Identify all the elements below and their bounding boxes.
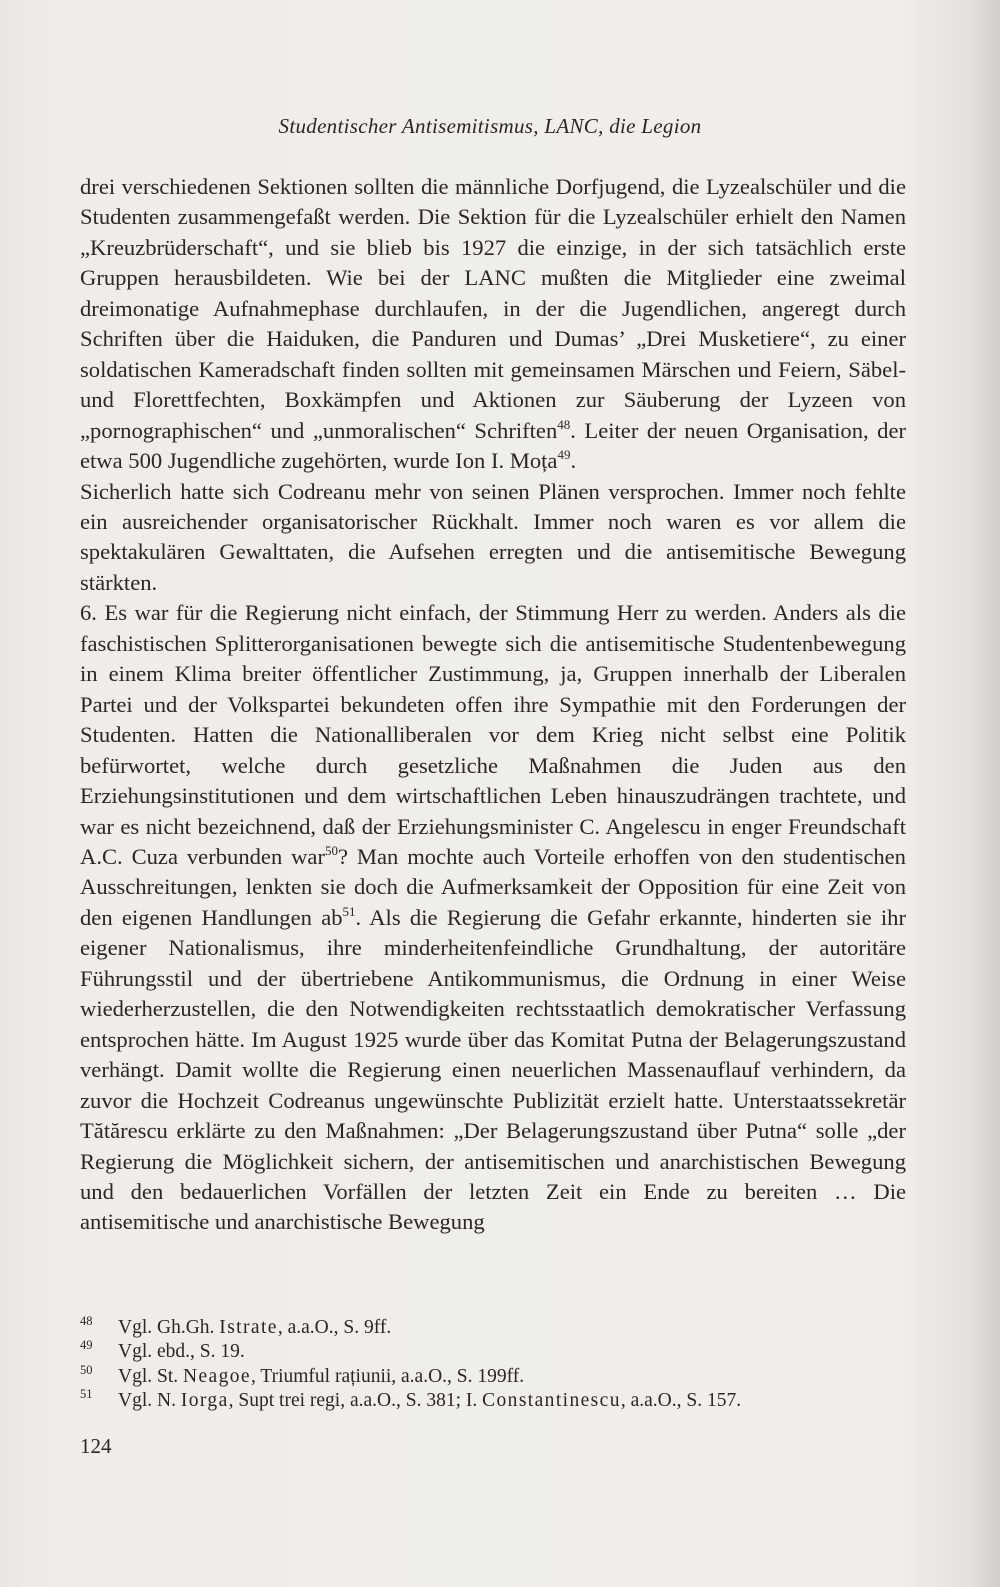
footnote-text: Vgl. N.	[118, 1390, 181, 1412]
footnote-number: 48	[80, 1314, 93, 1328]
footnote	[80, 1389, 906, 1413]
paragraph-3-text-c: . Als die Regierung die Gefahr erkannte, hinderten sie ihr eigener Nationalismus, ihre minderheitenfeindliche Grundhaltung, der autoritäre Führungsstil und der übertriebene Antikommunismus, die Ordnung in einer Weise wiederherzustellen, die den Notwendigkeiten rechtsstaatlich demokratischer Verfassung entsprochen hätte. Im August 1925 wurde über das Komitat Putna der Belagerungszustand verhängt. Damit wollte die Regierung einen neuerlichen Massenauflauf verhindern, da zuvor die Hochzeit Codreanus ungewünschte Publizität erzielt hatte. Unterstaatssekretär Tătărescu erklärte zu den Maßnahmen: „Der Belagerungszustand über Putna“ solle „der Regierung die Möglichkeit sichern, der antisemitischen und anarchistischen Bewegung und den bedauerlichen Vorfällen der letzten Zeit ein Ende zu bereiten … Die antisemitische und anarchistische Bewegung	[80, 904, 906, 1235]
paragraph-3-text-a: 6. Es war für die Regierung nicht einfach, der Stimmung Herr zu werden. Anders als die faschistischen Splitterorganisationen bewegte sich die antisemitische Studentenbewegung in einem Klima breiter öffentlicher Zustimmung, ja, Gruppen innerhalb der Liberalen Partei und der Volkspartei bekundeten offen ihre Sympathie mit den Forderungen der Studenten. Hatten die Nationalliberalen vor dem Krieg nicht selbst eine Politik befürwortet, welche durch gesetzliche Maßnahmen die Juden aus den Erziehungsinstitutionen und dem wirtschaftlichen Leben hinauszudrängen trachtete, und war es nicht bezeichnend, daß der Erziehungsminister C. Angelescu in enger Freundschaft A.C. Cuza verbunden war	[80, 600, 906, 869]
footnote-ref-50: 50	[325, 842, 338, 858]
footnote-text: , Supt trei regi, a.a.O., S. 381; I.	[228, 1390, 483, 1412]
body-text	[80, 172, 906, 1238]
paragraph-1	[80, 172, 906, 477]
footnotes	[80, 1316, 906, 1414]
paragraph-1-text-c: .	[570, 448, 577, 474]
footnote-text: , a.a.O., S. 9ff.	[277, 1317, 392, 1338]
footnote-number: 51	[80, 1387, 93, 1402]
footnote-author: Iorga	[180, 1390, 229, 1412]
footnote	[80, 1362, 906, 1389]
footnote-text: Vgl. St.	[118, 1365, 184, 1387]
footnote-author: Istrate	[219, 1317, 278, 1338]
footnote-author: Constantinescu	[482, 1390, 621, 1412]
footnote-ref-49: 49	[557, 447, 571, 463]
paragraph-3	[80, 598, 906, 1238]
footnote-number: 49	[80, 1338, 93, 1353]
page-number: 124	[80, 1434, 112, 1458]
footnote-author: Neagoe	[183, 1365, 251, 1387]
footnote-text: , a.a.O., S. 157.	[620, 1390, 742, 1412]
footnote	[80, 1340, 906, 1364]
footnote-ref-48: 48	[557, 416, 571, 432]
footnote-number: 50	[80, 1362, 93, 1377]
footnote-text: Vgl. ebd., S. 19.	[118, 1341, 245, 1363]
running-header: Studentischer Antisemitismus, LANC, die Legion	[278, 114, 702, 138]
paragraph-3-text-b: ? Man mochte auch Vorteile erhoffen von den studentischen Ausschreitungen, lenkten sie doch die Aufmerksamkeit der Opposition für eine Zeit von den eigenen Handlungen ab	[80, 843, 906, 930]
footnote	[80, 1316, 906, 1340]
paragraph-1-text-b: . Leiter der neuen Organisation, der etwa 500 Jugendliche zugehörten, wurde Ion I. Moța	[80, 417, 907, 474]
paragraph-1-text-a: drei verschiedenen Sektionen sollten die männliche Dorfjugend, die Lyzealschüler und die Studenten zusammengefaßt werden. Die Sektion für die Lyzealschüler erhielt den Namen „Kreuzbrüderschaft“, und sie blieb bis 1927 die einzige, in der sich tatsächlich erste Gruppen herausbildeten. Wie bei der LANC mußten die Mitglieder eine zweimal dreimonatige Aufnahmephase durchlaufen, in der die Jugendlichen, angeregt durch Schriften über die Haiduken, die Panduren und Dumas’ „Drei Musketiere“, zu einer soldatischen Kameradschaft finden sollten mit gemeinsamen Märschen und Feiern, Säbel- und Florettfechten, Boxkämpfen und Aktionen zur Säuberung der Lyzeen von „pornographischen“ und „unmoralischen“ Schriften	[80, 174, 906, 443]
footnote-text: , Triumful rațiunii, a.a.O., S. 199ff.	[250, 1365, 525, 1387]
footnote-ref-51: 51	[342, 903, 356, 919]
footnote-text: Vgl. Gh.Gh.	[118, 1317, 220, 1338]
paragraph-2: Sicherlich hatte sich Codreanu mehr von seinen Plänen versprochen. Immer noch fehlte ein ausreichender organisatorischer Rückhalt. Immer noch waren es vor allem die spektakulären Gewalttaten, die Aufsehen erregten und die antisemitische Bewegung stärkten.	[80, 478, 906, 595]
